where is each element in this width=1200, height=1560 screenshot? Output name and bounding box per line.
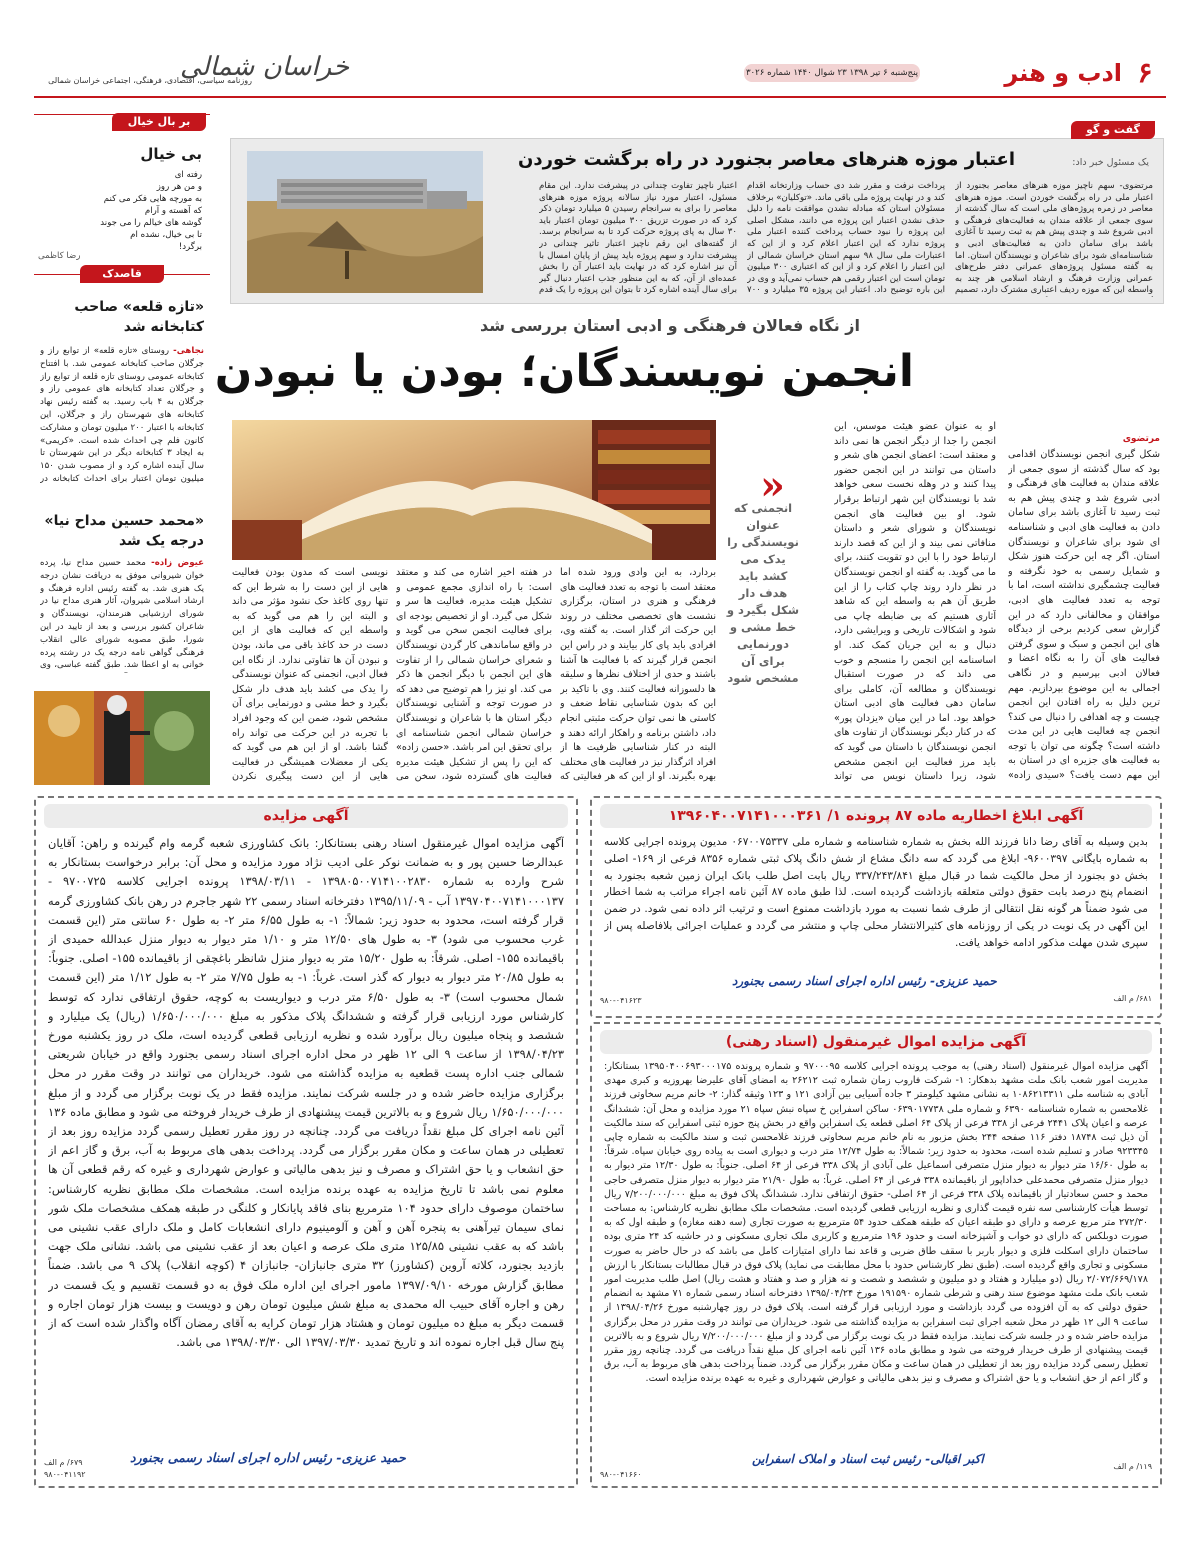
performer-photo xyxy=(34,691,210,785)
page-number: ۶ xyxy=(1137,56,1153,89)
ad-auction-esfarayen-signature: اکبر اقبالی- رئیس ثبت اسناد و املاک اسفراین xyxy=(752,1452,984,1466)
poem-box xyxy=(34,114,210,265)
pardeh-khani-image xyxy=(34,691,210,785)
ad-auction-bojnurd-code: ۹۸۰-۰۴۱۱۹۲ xyxy=(44,1470,86,1479)
ad-auction-esfarayen xyxy=(590,1022,1162,1488)
interview-box xyxy=(230,123,1164,304)
ad-auction-esfarayen-ref: ۱۱۹/ م الف xyxy=(1113,1462,1152,1471)
main-byline: مرتضوی xyxy=(1122,434,1160,444)
interview-col-3: اعتبار ناچیز تفاوت چندانی در پیشرفت ندارد. این مقام مسئول، اعتبار مورد نیاز سالانه پروژه موزه هنرهای معاصر را برای به سرانجام رسیدن ۵ میلیارد تومان ذکر کرد که در صورت تزریق ۳۰۰ میلیون تومان اعتبار باید ۳۰ سال به پای پروژه حرکت کرد تا به سرانجام برسد. از گفته‌های این رقم ناچیز اعتبار تاثیر چندانی در پیشرفت ندارد و سهم پروژه باید پیش از پایان امسال با آن نیز اشاره کرد که در نهایت باید اعتبار آن را بخش عمده‌ای از آن، که به این منظور جذب اعتبار دنبال گیر برای سال آینده اشاره کرد تا بتوان این پروژه را یک قدم xyxy=(539,181,737,296)
masthead xyxy=(34,52,1166,98)
interview-col-2: پرداخت نرفت و مقرر شد دی حساب وزارتخانه اقدام کند و در نهایت پروژه ملی باقی ماند. «توکلیان» برخلاف مسئولان استان که مبادله نشدن موافقت نامه را دلیل حذف نشدن اعتبار این پروژه می دانند، مشکل اصلی این پروژه را نبود حساب پرداخت کننده اعتبار ملی پروژه ندارد که این اعتبار اعلام کرد و از این که اعتبارات ملی سال ۹۸ سهم استان خراسان شمالی از این اعتبار را اعلام کرد و از این که اعتباری ۳۰۰ میلیون تومان است این اعتبار رقمی هم حساب نمی‌آید و وی در این باره توضیح داد. اعتبار این پروژه ۳۵ میلیارد و ۷۰۰ xyxy=(747,181,945,296)
main-col-1: شکل گیری انجمن نویسندگان اقدامی بود که سال گذشته از سوی جمعی از علاقه مندان به فعالیت های فرهنگی و ادبی شروع شد و چندی پیش هم به ثبت رسید تا آغازی باشد برای سامان دادن به فعالیت های ادبی و شناسنامه ای شود برای شاعران و نویسندگان استان. اگر چه این حرکت هنوز شکل و شمایل رسمی به خود نگرفته و فعالیت چشمگیری نداشته است، اما با توجه به تعدد فعالیت های ادبی، موافقان و مخالفانی دارد که در این گزارش سعی کردیم برخی از دیدگاه های این انجمن و سبک و سوی گرفتن فعالیت های آن را به نگاه اعضا و فعالان ادبی بپرسیم و در نگاهی اجمالی به این موضوع بپردازیم. مهم ترین دلیل به راه افتادن این انجمن چیست و چه اهدافی را دنبال می کند؟ انجمن چه فعالیت هایی در این مدت داشته است؟ چگونه می توان با توجه به فعالیت های جزیره ای در استان به این مهم دست یافت؟ «سیدی زاده» xyxy=(1008,449,1160,782)
poem-line: به مورچه هایی فکر می کنم xyxy=(103,194,202,204)
news2-text: محمد حسین مداح نیا، پرده خوان شیروانی موفق به دریافت نشان درجه یک هنری شد. به گفته رئیس اداره فرهنگ و ارشاد اسلامی شیروان، آثار هنری مداح نیا در شورای ارزشیابی هنرمندان، نویسندگان و شاعران کشور بررسی و بعد از تایید در این شورا، طبق مصوبه شورای عالی انقلاب فرهنگی گواهی نامه درجه یک در رشته پرده خوانی به او اعطا شد. طبق گفته عباسی، وی xyxy=(40,558,204,671)
main-col-5: نویسی است که مدون بودن فعالیت هایی از این دست را به شرط این که تنها روی کاغذ حک نشود مؤثر می داند و البته این را هم می گوید که به واسطه این که فعالیت های از این دست در حد کاغذ باقی می ماند، بودن و نبودن آن ها تفاوتی ندارد. از نگاه این فعال ادبی، انجمنی که عنوان نویسندگی را یدک می کشد باید هدف دار شکل بگیرد و خط مشی و دورنمایی برای آن مشخص شود، ضمن این که وجود افراد با تجربه در این حرکت می تواند راه گشا باشد. او از این هم می گوید که یکی از معضلات همیشگی در فعالیت هایی از این دست پیگیری نکردن xyxy=(232,567,388,782)
news2-reporter: عیوض زاده- xyxy=(151,558,204,568)
interview-kicker: یک مسئول خبر داد: xyxy=(1072,157,1149,168)
ad-notice-code: ۹۸۰-۰۴۱۶۲۳ xyxy=(600,996,642,1005)
poem-line: که آهسته و آرام xyxy=(144,206,202,216)
interview-tag: گفت و گو xyxy=(1071,121,1155,139)
news-box xyxy=(34,267,210,785)
poem-line: برگرد! xyxy=(178,242,202,252)
news-box-tag: قاصدک xyxy=(80,265,164,283)
newspaper-logo: خراسان شمالی xyxy=(180,52,350,82)
museum-site-photo xyxy=(247,151,483,293)
news2-title: «محمد حسین مداح نیا» درجه یک شد xyxy=(44,513,204,549)
main-col-4: در هفته اخیر اشاره می کند و معتقد است: با راه اندازی مجمع عمومی و تشکیل هیئت مدیره، فعالیت ها سر و شکل می گیرد. او از تخصیص بودجه ای برای فعالیت انجمن سخن می گوید و در واقع ساماندهی کار گردن نویسندگان و شعرای خراسان شمالی را از تفاوت های این انجمن با دیگر انجمن ها ذکر می کند. او نیز را هم توضیح می دهد که در صورت توجه و آشنایی نویسندگان دیگر استان ها با شاعران و نویسندگان خراسان شمالی انجمن شناسنامه ای برای تحقق این امر باشد. «حسن زاده» که این را پس از تشکیل هیئت مدیره فعالیت های گسترده شود، سخن می xyxy=(396,567,552,782)
section-title: ادب و هنر xyxy=(1004,59,1122,87)
ad-auction-bojnurd-body: آگهی مزایده اموال غیرمنقول اسناد رهنی بستانکار: بانک کشاورزی شعبه گرمه وام گیرنده و راهن: آقایان عبدالرضا حسین پور و به ضمانت نوکر علی ادیب نژاد مورد مزایده و محل آن: برابر درخواست بستانکار به شرح وارده به شماره ۱۳۹۸۰۵۰۰۷۱۴۱۰۰۲۸۳۰ - ۱۳۹۸/۰۳/۱۱ پرونده اجرایی کلاسه ۹۷۰۰۷۲۵ - ۱۳۹۷۰۴۰۰۷۱۴۱۰۰۰۱۳۷ آب - ۱۳۹۵/۱۱/۰۹ دفترخانه اسناد رسمی ۲۲ شهر جاجرم در رهن بانک کشاورزی گرمه قرار گرفته است، محدود به حدود زیر: شمالاً: ۱- به طول ۶/۵۵ متر ۲- به طول ۶۰ سانتی متر (این قسمت غرب محسوب می شود) ۳- به طول های ۱۲/۵۰ متر و ۱/۱۰ متر دیوار به دیوار منزل عبدالله حمیدی از باقیمانده ۱۵۵- اصلی. شرقاً: به طول ۱۵/۲۰ متر به دیوار منزل شانظر باغچقی از باقیمانده ۱۵۵- اصلی. جنوباً: به طول ۲۰/۸۵ متر دیوار به دیوار که گذر است. غرباً: ۱- به طول ۷/۷۵ متر ۲- به طول ۱/۱۲ متر (این قسمت شمال محسوب است) ۳- به طول ۶/۵۰ متر درب و دیواریست به کوچه، حقوق ارتفاقی ندارد که توسط کارشناس مورد ارزیابی قرار گرفته و ششدانگ پلاک مذکور به مبلغ ۱/۶۵۰/۰۰۰/۰۰۰ (ریال) یک میلیارد و ششصد و پنجاه میلیون ریال برآورد شده و نظریه ارزیابی قطعی گردیده است، ملک در روز یکشنبه مورخ ۱۳۹۸/۰۴/۲۳ از ساعت ۹ الی ۱۲ ظهر در محل اداره اجرای اسناد رسمی بجنورد واقع در خیابان شریعتی شمالی جنب اداره پست قطعیه به مزایده گذاشته می شود. خریداران می توانند در وقت مقرر در محل برگزاری مزایده حاضر شده و در جلسه شرکت نمایند. مزایده فقط در یک نوبت برگزار می گردد و از مبلغ ۱/۶۵۰/۰۰۰/۰۰۰ ریال شروع و به بالاترین قیمت پیشنهادی از طرف خریدار فروخته می شود و مطابق ماده ۱۳۶ آئین نامه اجرای کل مبلغ نقداً دریافت می گردد. چنانچه در روز مقرر تعطیل رسمی گردد مزایده روز بعد از تعطیلی در همان ساعت و مکان مقرر برگزار می گردد. پرداخت بدهی های مربوط به آب، برق و گاز اعم از حق انشعاب و یا حق اشتراک و مصرف و نیز بدهی مالیاتی و عوارض شهرداری و غیره که رقم قطعی آن ها معلوم نمی باشد تا تاریخ مزایده به عهده برنده مزایده است. مشخصات ملک مطابق نظریه کارشناس: ساختمان موصوف دارای حدود ۱۰۴ مترمربع بنای فاقد پایانکار و کلنگی در طبقه همکف مشخصات ملک شور نمای سیمان تیرآهنی به پنجره آهن و آهن و آلومینیوم دارای انشعابات کامل و ملک دارای عقب نشینی می باشد که به عقب نشینی ۱۲۵/۸۵ متری ملک عرصه و اعیان بعد از عقب نشینی می باشد. نشانی ملک جهت بازدید بجنورد، کلاته آروین (کشاورز) ۳۲ متری جانبازان- جانبازان ۴ (کوچه انقلاب) پلاک ۹ می باشد. ضمناً مطابق گزارش مورخه ۱۳۹۷/۰۹/۱۰ مامور اجرای این اداره ملک فوق به دو قسمت تقسیم و یک قسمت در رهن و اجاره آقای حبیب اله محمدی به مبلغ شش میلیون تومان رهن و دویست و بیست هزار تومان اجاره و قسمت دیگر به مبلغ ده میلیون تومان و هشتاد هزار تومان کرایه به آقای رمضان آگاه واگذار شده است که از پنج سال قبل اجاره نموده اند و تاریخ تمدید ۱۳۹۷/۰۳/۳۰ الی ۱۳۹۸/۰۳/۳۰ می باشد. xyxy=(48,836,564,1350)
sidebar xyxy=(34,114,212,784)
news2-body xyxy=(40,557,204,673)
ad-auction-bojnurd-title: آگهی مزایده xyxy=(263,808,349,824)
pull-quote: انجمنی که عنوان نویسندگی را یدک می کشد باید هدف دار شکل بگیرد و خط مشی و دورنمایی برای آن مشخص شود xyxy=(726,501,800,685)
issue-date: پنج‌شنبه ۶ تیر ۱۳۹۸ ۲۳ شوال ۱۴۴۰ شماره ۳۰۲۶ xyxy=(745,68,919,78)
news1-text: روستای «تازه قلعه» از توابع راز و جرگلان صاحب کتابخانه عمومی شد. با افتتاح کتابخانه عمومی روستای تازه قلعه از توابع راز و جرگلان تعداد کتابخانه های عمومی راز و جرگلان به ۴ باب رسید. به گفته رئیس نهاد کتابخانه های شهرستان راز و جرگلان، این کتابخانه با اعتبار ۲۰۰ میلیون تومان و مشارکت کانون فلم چی احداث شده است. «کریمی» به ایجاد ۳ کتابخانه دیگر در این شهرستان تا سال آینده اشاره کرد و از مصوب شدن ۱۵۰ میلیون تومان اعتبار برای احداث کتابخانه در xyxy=(40,346,204,484)
poem-lines xyxy=(42,169,202,253)
main-kicker: از نگاه فعالان فرهنگی و ادبی استان بررسی شد xyxy=(480,316,860,335)
interview-title: اعتبار موزه هنرهای معاصر بجنورد در راه برگشت خوردن xyxy=(518,149,1015,170)
newspaper-tagline: روزنامه سیاسی، اقتصادی، فرهنگی، اجتماعی خراسان شمالی xyxy=(48,76,252,85)
ad-auction-esfarayen-body: آگهی مزایده اموال غیرمنقول (اسناد رهنی) به موجب پرونده اجرایی کلاسه ۹۷۰۰۰۹۵ و شماره پرونده ۱۳۹۵۰۴۰۰۶۹۳۰۰۰۱۷۵ بستانکار: مدیریت امور شعب بانک ملت مشهد بدهکار: ۱- شرکت فاروب زمان شماره ثبت ۲۶۲۱۲ به امضای آقای علیرضا بهروزیه و کبری مهدی آبادی به شناسه ملی ۱۰۸۶۲۱۳۳۱۱ به نشانی مشهد کیلومتر ۳ جاده آسیایی بین آزادی ۱۲۱ و ۱۲۳ وثیقه گذار: ۲- خانم مریم سخاوتی فرزند غلامحسن به شماره شناسنامه ۶۳۹۰ و شماره ملی ۰۶۳۹۰۱۷۷۳۸ ساکن اسفراین خ سپاه نبش سپاه ۲۱ مورد مزایده و محل آن: ششدانگ عرصه و اعیان پلاک ۲۴۴۱ فرعی از ۳۳۸ فرعی از پلاک ۶۴ اصلی قطعه یک اسفراین واقع در بخش پنج حوزه ثبتی اسفراین که سند مالکیت آن ذیل ثبت ۱۸۷۴۸ دفتر ۱۱۶ صفحه ۲۴۴ بخش مزبور به نام خانم مریم سخاوتی فرزند غلامحسن ثبت و سند مالکیت به شماره چاپی ۹۲۳۳۴۵ صادر و تسلیم شده است، محدود به حدود زیر: شمالاً: به طول ۱۲/۷۴ متر درب و دیواری است به پیاده روی خیابان سپاه. شرقاً: به طول ۱۶/۶۰ متر دیوار به دیوار منزل متصرفی اسماعیل علی آبادی از پلاک ۳۳۸ فرعی از ۶۴ اصلی. جنوباً: به طول ۱۲/۳۰ متر دیوار به دیوار منزل متصرفی محمدعلی خداداپور از باقیمانده ۳۳۸ فرعی از ۶۴ اصلی. غرباً: به طول ۲۱/۹۰ متر دیوار به دیوار منزل متصرفی حاجی محمد و حسن سعادتیار از باقیمانده پلاک ۳۳۸ فرعی از ۶۴ اصلی- حقوق ارتفاقی ندارد. ششدانگ پلاک فوق به مبلغ ۷/۲۰۰/۰۰۰/۰۰۰ ریال توسط هیأت کارشناسی سه نفره قیمت گذاری و نظریه ارزیابی قطعی گردیده است. مشخصات ملک مطابق نظریه کارشناس: به مساحت ۲۷۲/۳۰ متر مربع عرصه و دارای دو طبقه اعیان که طبقه همکف حدود ۵۴ مترمربع به صورت تجاری (سه دهنه مغازه) و طبقه اول که به صورت دوبلکس که دارای دو خواب و آشپزخانه است و حدود ۱۹۶ مترمربع و کاربری ملک تجاری مسکونی و در حاشیه کد ۲۴ متری بوده ساختمان دارای اسکلت فلزی و دیوار باربر با سقف طاق ضربی و قاعد نما دارای امتیازات کامل می باشد که در حال حاضر به صورت مسکونی و تجاری واقع گردیده است. (طبق نظر کارشناس حدود با محل مطابقت می نماید) پلاک فوق در قبال مطالبات بستانکار با ارزش ۲/۰۷۲/۶۶۹/۱۷۸ ریال (دو میلیارد و هفتاد و دو میلیون و ششصد و شصت و نه هزار و صد و هفتاد و هشت ریال) اصل طلب مدیریت امور شعب بانک ملت مشهد موضوع سند رهنی و شرطی شماره ۱۹۱۵۹۰ مورخ ۱۳۹۵/۰۴/۲۴ دفترخانه اسناد رسمی شماره ۷۱ مشهد به انضمام حقوق دولتی که به آن افزوده می گردد بازداشت و مورد ارزیابی قرار گرفته است. پلاک فوق در روز چهارشنبه مورخ ۱۳۹۸/۰۴/۲۶ از ساعت ۹ الی ۱۲ ظهر در محل شعبه اجرای ثبت اسفراین به مزایده گذاشته می شود. خریداران می توانند در وقت مقرر در محل برگزاری مزایده حاضر شده و در جلسه شرکت نمایند. مزایده فقط در یک نوبت برگزار می گردد و از مبلغ ۷/۲۰۰/۰۰۰/۰۰۰ ریال شروع و به بالاترین قیمت پیشنهادی از طرف خریدار فروخته می شود و مطابق ماده ۱۳۶ آئین نامه اجرای کل مبلغ نقداً دریافت می گردد. چنانچه روز مقرر تعطیل رسمی گردد مزایده روز بعد از تعطیلی در همان ساعت و مکان مقرر برگزار می گردد. ضمناً پرداخت بدهی های مربوط به آب، برق و گاز اعم از حق انشعاب و یا حق اشتراک و مصرف و نیز بدهی مالیاتی و عوارض شهرداری و غیره به عهده برنده مزایده است. xyxy=(604,1061,1148,1385)
ad-notice-signature: حمید عزیزی- رئیس اداره اجرای اسناد رسمی بجنورد xyxy=(732,974,997,988)
poem-line: گوشه های خیالم را می جوند xyxy=(100,218,202,228)
ad-auction-esfarayen-title: آگهی مزایده اموال غیرمنقول (اسناد رهنی) xyxy=(725,1034,1027,1050)
ad-auction-bojnurd-signature: حمید عزیزی- رئیس اداره اجرای اسناد رسمی بجنورد xyxy=(130,1450,406,1465)
museum-site-image xyxy=(247,151,483,293)
ad-notice-ref: ۶۸۱/ م الف xyxy=(1113,994,1152,1003)
ad-auction-bojnurd-ref: ۶۷۹/ م الف xyxy=(44,1458,83,1467)
ad-notice-body: بدین وسیله به آقای رضا دانا فرزند الله بخش به شماره شناسنامه و شماره ملی ۰۶۷۰۰۷۵۳۳۷ مدیون پرونده اجرایی کلاسه به شماره بایگانی ۹۶۰۰۳۹۷- ابلاغ می گردد که سه دانگ مشاع از شش دانگ پلاک ثبتی شماره ۸۳۵۶ فرعی از ۱۶۹- اصلی بخش دو بجنورد از محل مالکیت شما در قبال مبلغ ۳۳۷/۲۴۳/۸۴۱ ریال بابت اصل طلب بانک ایران زمین شعبه بجنورد به انضمام پنج درصد بابت حقوق دولتی متعلقه بازداشت گردیده است. لذا طبق ماده ۸۷ آئین نامه اجراء مراتب به شما اخطار می شود ضمناً هر گونه نقل انتقالی از طرف شما نسبت به مورد بازداشت ممنوع است و ترتیب اثر داده نمی شود. در ضمن این آگهی در یک نوبت در یکی از روزنامه های کثیرالانتشار محلی چاپ و منتشر می گردد و عملیات اجرائی بلافاصله پس از سپری شدن مهلت مذکور ادامه خواهد یافت. xyxy=(604,836,1148,949)
main-headline: انجمن نویسندگان؛ بودن یا نبودن xyxy=(214,346,914,397)
poem-line: و من هر روز xyxy=(156,182,202,192)
poem-line: رفته ای xyxy=(174,170,202,180)
news1-title: «تازه قلعه» صاحب کتابخانه شد xyxy=(74,299,204,335)
poem-title: بی خیال xyxy=(140,145,202,163)
ad-notice-article87 xyxy=(590,796,1162,1018)
books-photo xyxy=(232,420,716,560)
ad-auction-bojnurd xyxy=(34,796,578,1488)
news1-reporter: نجاهی- xyxy=(173,346,204,356)
ad-auction-esfarayen-title-bar xyxy=(600,1030,1152,1054)
header-date-box xyxy=(744,64,920,82)
main-col-3: بردارد، به این وادی ورود شده اما معتقد است با توجه به تعدد فعالیت های فرهنگی و هنری در استان، برگزاری نشست های تخصصی مختلف در روند این حرکت اثر گذار است. به گفته وی، افرادی باید پای کار بیایند و در راس این انجمن قرار گیرند که با فعالیت ها آشنا باشند و حدی از اختلاف نظرها و سلیقه ها دلسوزانه فعالیت کنند. وی با تاکید بر این که بدون شناسایی نقاط ضعف و کاستی ها نمی توان حرکت مثبتی انجام داد، داشتن برنامه و راهکار ارائه دهند و البته در کنار شناسایی ظرفیت ها از افراد اثرگذار نیز در فعالیت های مختلف بهره بگیرند. او از این که هر فعالیتی که xyxy=(560,567,716,782)
ad-auction-bojnurd-title-bar xyxy=(44,804,568,828)
pull-quote-mark: « xyxy=(760,462,785,509)
open-book-image xyxy=(232,420,716,560)
poet-name: رضا کاظمی xyxy=(38,251,81,261)
poem-line: تا بی خیال، نشده ام xyxy=(130,230,202,240)
poem-box-tag: بر بال خیال xyxy=(112,113,206,131)
ad-auction-esfarayen-code: ۹۸۰-۰۴۱۶۶۰ xyxy=(600,1470,642,1479)
ad-notice-title-bar xyxy=(600,804,1152,828)
main-col-2: او به عنوان عضو هیئت موسس، این انجمن را جدا از دیگر انجمن ها نمی داند و معتقد است: اعضای انجمن های شعر و داستان می توانند در این انجمن حضور پیدا کنند و در وهله نخست سعی خواهد شد با نویسندگان این شهر ارتباط برقرار شود. او بین فعالیت های انجمن نویسندگان و شورای شعر و داستان منافاتی نمی بیند و از این که قصد دارند ارتباط خود را با این دو تقویت کنند، برای ما می گوید. به گفته او انجمن نویسندگان در نظر دارد روند چاپ کتاب را از این طریق آن هم به واسطه این که شاهد آثاری هستیم که بی ضابطه چاپ می شود و اشکالات تاریخی و ویرایشی دارد، دنبال و به این جریان کمک کند. او اساسنامه این انجمن را منسجم و خوب می داند که در صورت استقبال نویسندگان و مطالعه آن، کاملی برای سامان دهی فعالیت های ادبی استان خواهد بود. اما در این میان «یزدان پور» که در کنار دیگر نویسندگان از تفاوت های انجمن نویسندگان با داستان می گوید که باید مرز فعالیت این انجمن مشخص شود، زیرا داستان نویس می تواند xyxy=(834,421,996,782)
news1-body xyxy=(40,345,204,487)
interview-col-1: مرتضوی- سهم ناچیز موزه هنرهای معاصر بجنورد از اعتبار ملی در راه برگشت خوردن است. موزه هنرهای معاصر در زمره پروژه‌های ملی است که سال گذشته از سوی جمعی از علاقه مندان به فعالیت‌های فرهنگی و ادبی شروع شد و چندی پیش هم به ثبت رسید تا آغازی باشد برای سامان دادن به فعالیت‌های ادبی و شناسنامه‌ای شود برای شاعران و نویسندگان استان. اما به گفته مسئول پروژه‌های عمرانی دفتر طرح‌های عمرانی وزارت فرهنگ و ارشاد اسلامی هر چند به واسطه این که موزه ردیف اعتباری مشترک دارد، تصمیم xyxy=(955,181,1153,296)
ad-notice-title: آگهی ابلاغ اخطاریه ماده ۸۷ پرونده ۱/ ۱۳۹۶۰۴۰۰۷۱۴۱۰۰۰۳۶۱ xyxy=(668,808,1084,824)
